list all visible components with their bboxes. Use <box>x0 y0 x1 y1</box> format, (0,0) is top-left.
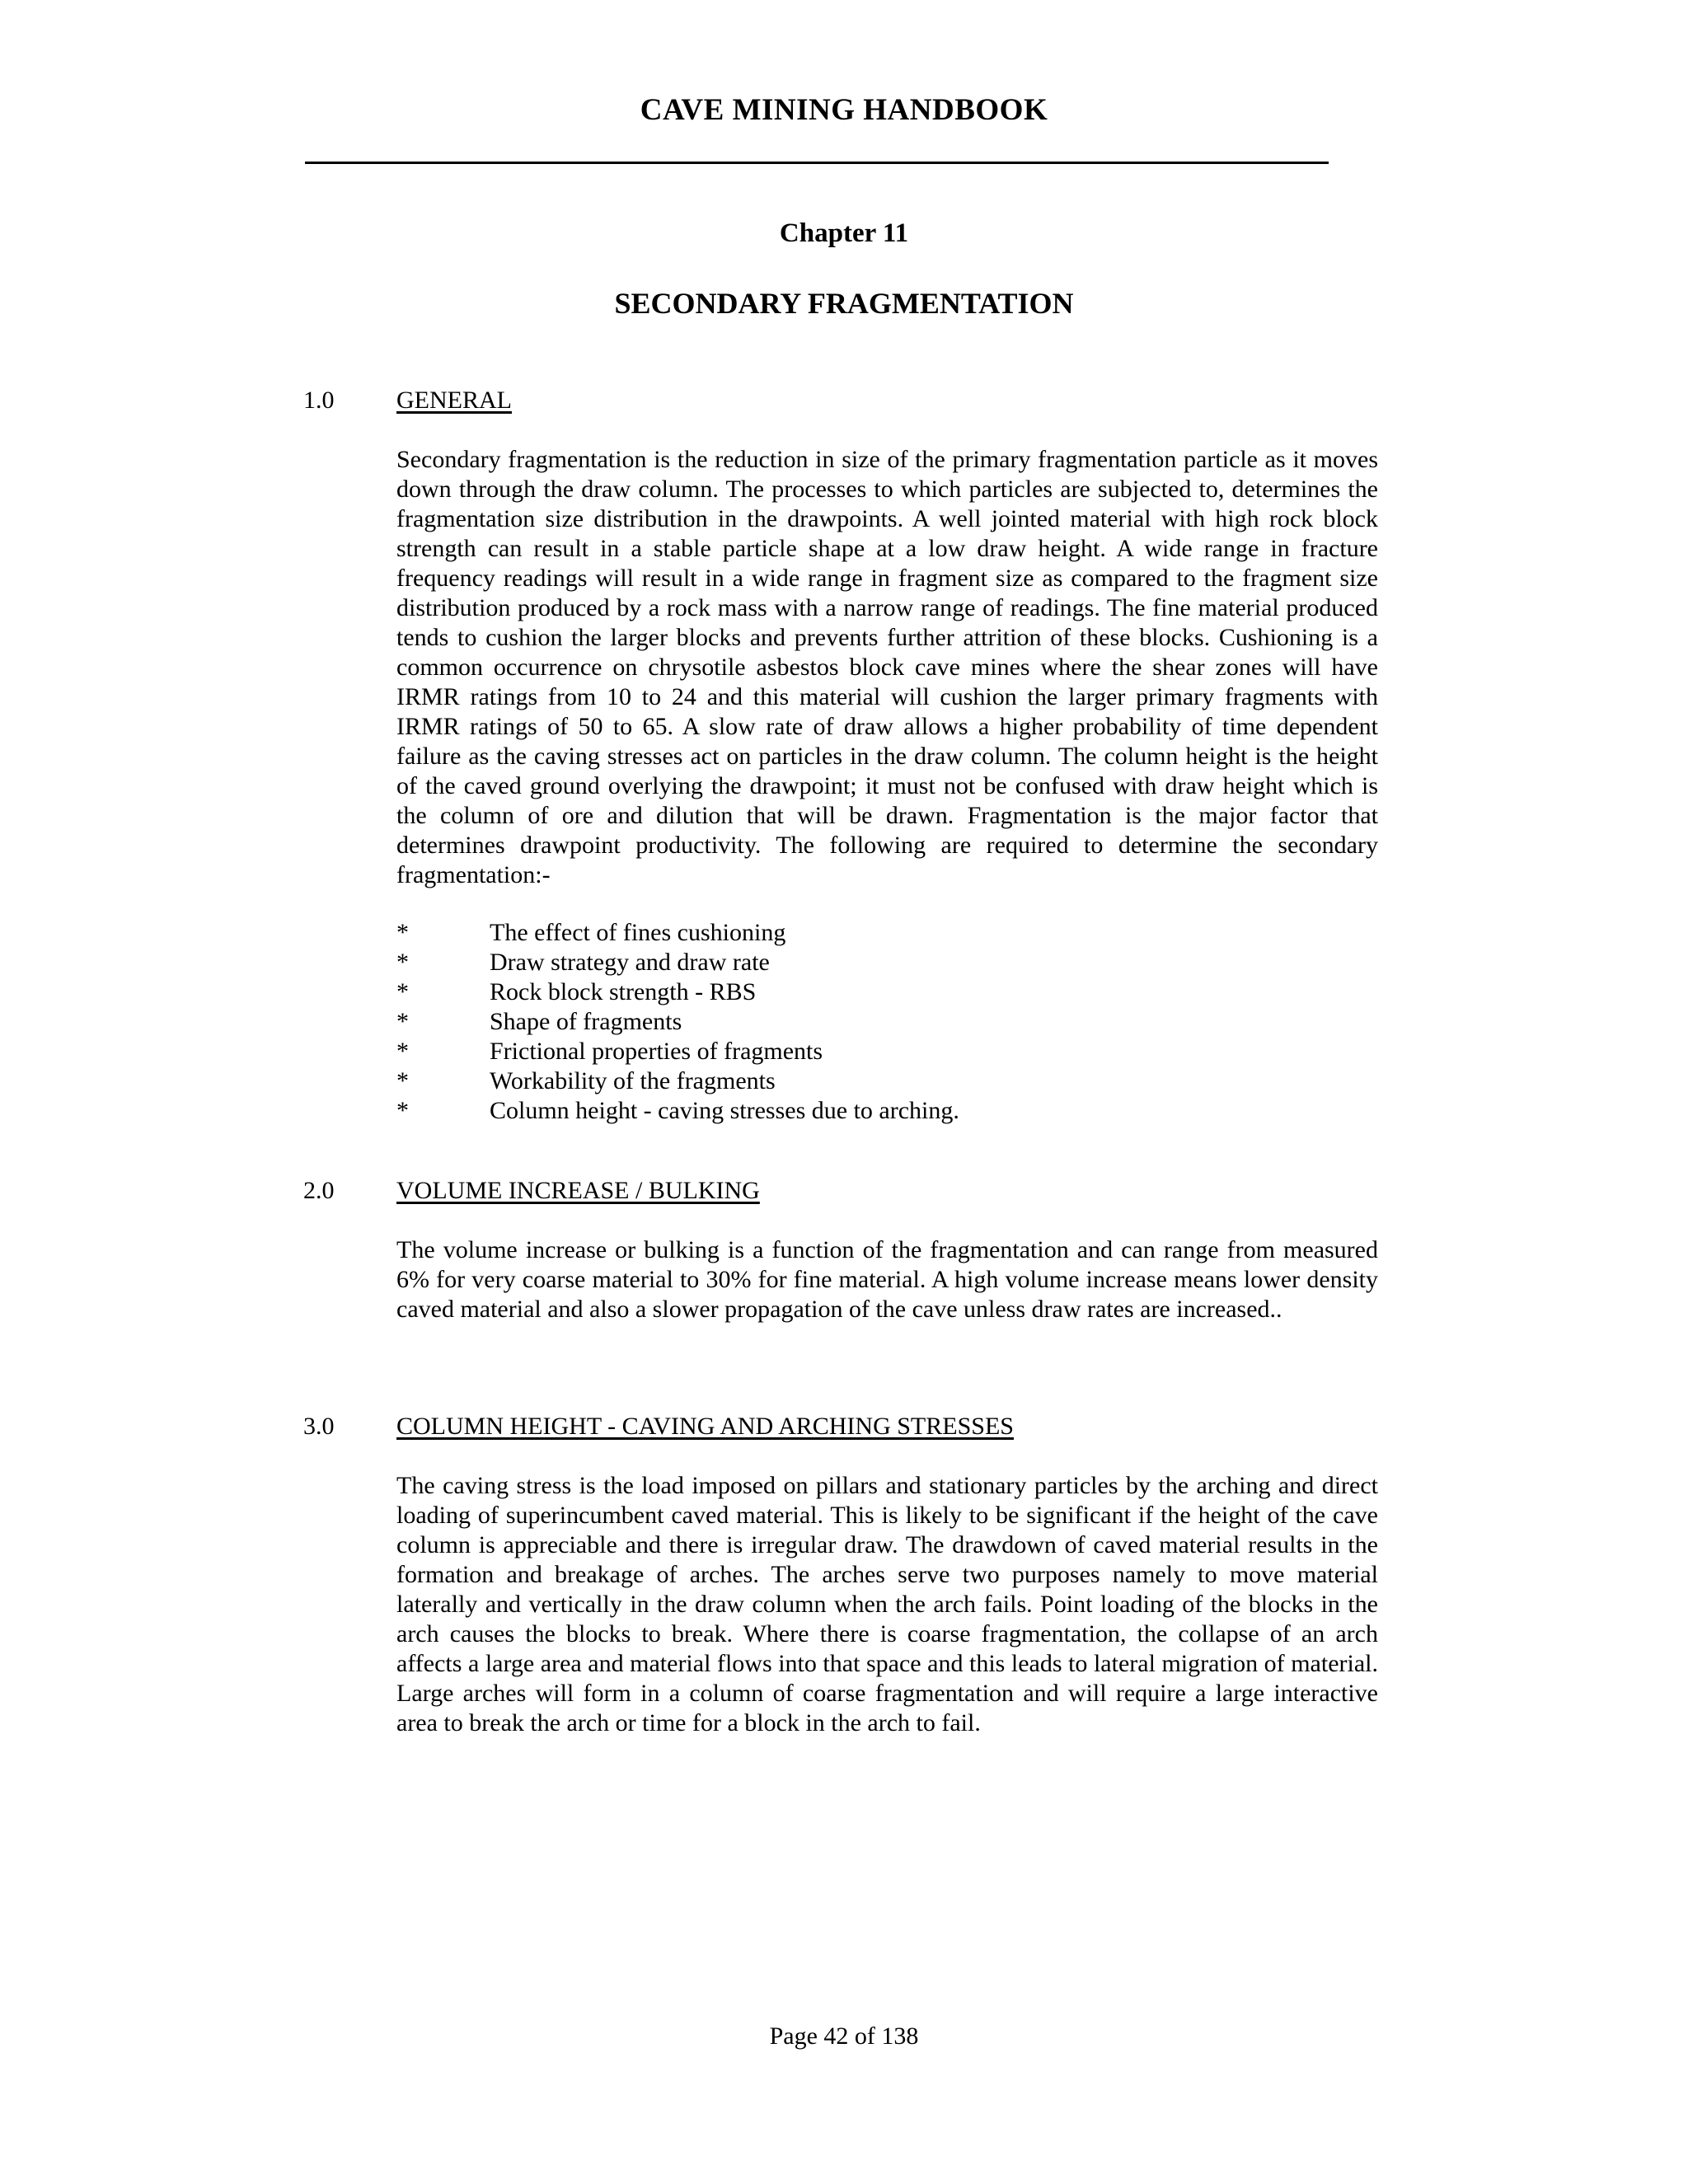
bullet-marker: * <box>396 1008 409 1035</box>
list-item-text: The effect of fines cushioning <box>490 919 786 946</box>
section-number: 3.0 <box>303 1413 335 1440</box>
section-number: 2.0 <box>303 1177 335 1204</box>
bullet-marker: * <box>396 1038 409 1065</box>
chapter-label: Chapter 11 <box>779 218 909 248</box>
section-body: The volume increase or bulking is a function of the fragmentation and can range from measured 6% for very coarse material to 30% for fine material. A high volume increase means lower density caved material and also a slower propagation of the cave unless draw rates are increased.. <box>396 1236 1378 1323</box>
list-item <box>396 1037 1378 1066</box>
section-heading: GENERAL <box>396 387 512 414</box>
bullet-marker: * <box>396 919 409 946</box>
list-item <box>396 1066 1378 1096</box>
handbook-title: CAVE MINING HANDBOOK <box>640 93 1048 127</box>
list-item <box>396 1096 1378 1126</box>
bullet-marker: * <box>396 949 409 976</box>
section-heading: COLUMN HEIGHT - CAVING AND ARCHING STRESSES <box>396 1413 1014 1440</box>
requirements-list <box>396 918 1378 1126</box>
list-item-text: Rock block strength - RBS <box>490 978 757 1005</box>
list-item <box>396 1007 1378 1037</box>
header-divider <box>305 162 1329 164</box>
chapter-title: SECONDARY FRAGMENTATION <box>614 287 1074 320</box>
page-number: Page 42 of 138 <box>769 2022 919 2050</box>
list-item <box>396 948 1378 977</box>
list-item-text: Column height - caving stresses due to arching. <box>490 1097 959 1124</box>
list-item-text: Workability of the fragments <box>490 1067 776 1094</box>
list-item <box>396 918 1378 948</box>
section-body: The caving stress is the load imposed on pillars and stationary particles by the arching and direct loading of superincumbent caved material. This is likely to be significant if the height of the cave column is appreciable and there is irregular draw. The drawdown of caved material results in the formation and breakage of arches. The arches serve two purposes namely to move material laterally and vertically in the draw column when the arch fails. Point loading of the blocks in the arch causes the blocks to break. Where there is coarse fragmentation, the collapse of an arch affects a large area and material flows into that space and this leads to lateral migration of material. Large arches will form in a column of coarse fragmentation and will require a large interactive area to break the arch or time for a block in the arch to fail. <box>396 1472 1378 1736</box>
section-number: 1.0 <box>303 387 335 414</box>
bullet-marker: * <box>396 1067 409 1094</box>
list-item <box>396 977 1378 1007</box>
list-item-text: Draw strategy and draw rate <box>490 949 770 976</box>
list-item-text: Shape of fragments <box>490 1008 682 1035</box>
section-heading: VOLUME INCREASE / BULKING <box>396 1177 760 1204</box>
bullet-marker: * <box>396 1097 409 1124</box>
bullet-marker: * <box>396 978 409 1005</box>
list-item-text: Frictional properties of fragments <box>490 1038 823 1065</box>
section-body: Secondary fragmentation is the reduction in size of the primary fragmentation particle as it moves down through the draw column. The processes to which particles are subjected to, determines the fragmentation size distribution in the drawpoints. A well jointed material with high rock block strength can result in a stable particle shape at a low draw height. A wide range in fracture frequency readings will result in a wide range in fragment size as compared to the fragment size distribution produced by a rock mass with a narrow range of readings. The fine material produced tends to cushion the larger blocks and prevents further attrition of these blocks. Cushioning is a common occurrence on chrysotile asbestos block cave mines where the shear zones will have IRMR ratings from 10 to 24 and this material will cushion the larger primary fragments with IRMR ratings of 50 to 65. A slow rate of draw allows a higher probability of time dependent failure as the caving stresses act on particles in the draw column. The column height is the height of the caved ground overlying the drawpoint; it must not be confused with draw height which is the column of ore and dilution that will be drawn. Fragmentation is the major factor that determines drawpoint productivity. The following are required to determine the secondary fragmentation:- <box>396 446 1378 888</box>
